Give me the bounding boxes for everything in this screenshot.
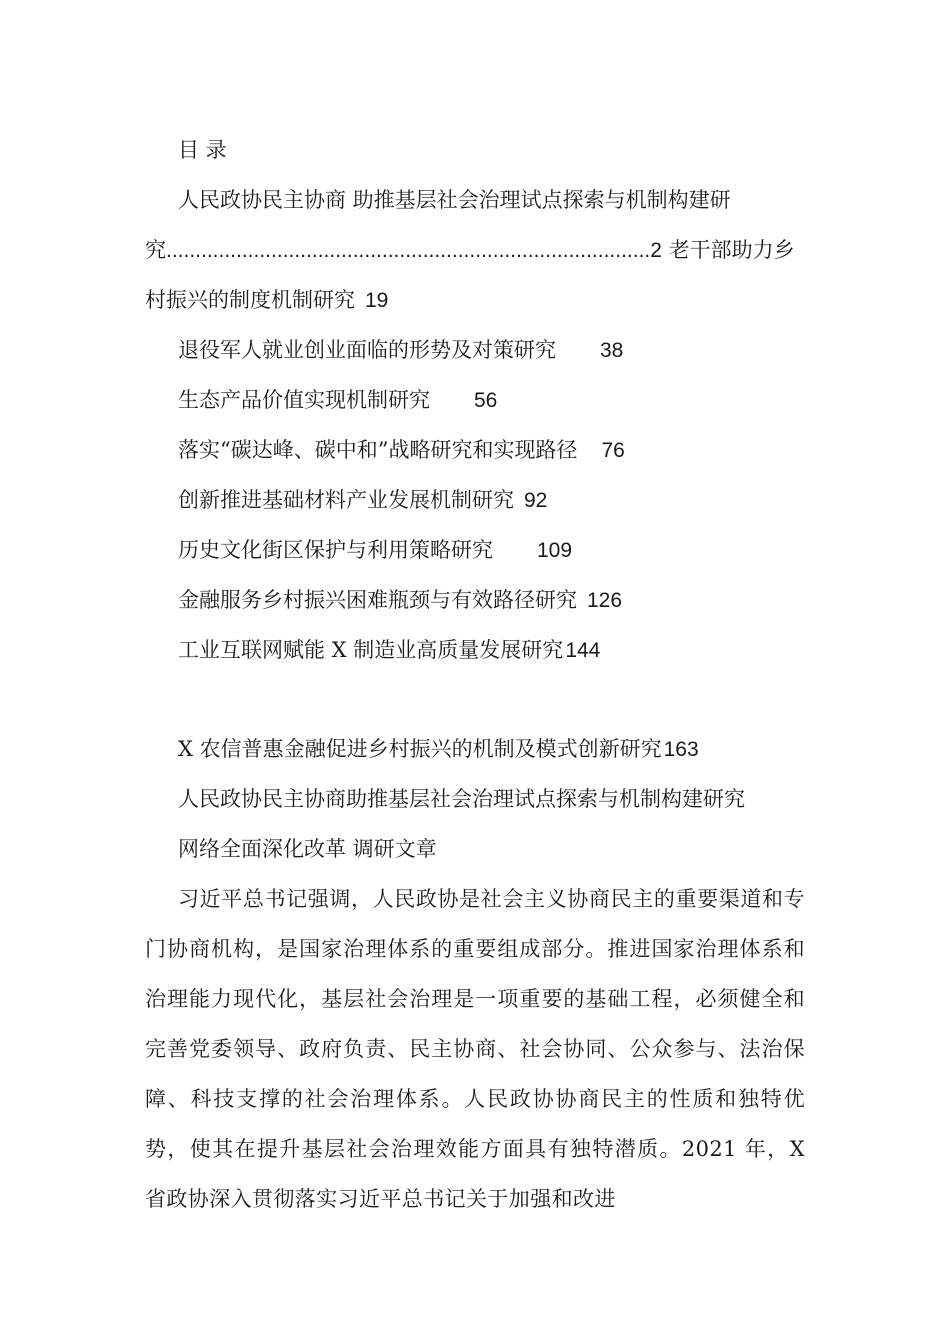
toc-item [178, 585, 622, 616]
toc-item-text: 退役军人就业创业面临的形势及对策研究 [178, 338, 556, 362]
toc-item [178, 734, 699, 765]
toc-item [178, 435, 625, 466]
toc-item [178, 485, 547, 516]
toc-item-text: 生态产品价值实现机制研究 [178, 388, 430, 412]
toc-entry-1-line-2 [145, 235, 795, 266]
article-subtitle: 网络全面深化改革 调研文章 [178, 837, 437, 861]
toc-entry-1-tail: 究 [145, 238, 166, 262]
toc-item [178, 635, 600, 666]
toc-item [178, 385, 497, 416]
toc-entry-2-head: 老干部助力乡 [668, 238, 795, 262]
toc-item-page: 92 [524, 489, 548, 512]
toc-item-page: 38 [600, 339, 624, 362]
article-title: 人民政协民主协商助推基层社会治理试点探索与机制构建研究 [178, 787, 745, 811]
toc-item-page: 163 [663, 738, 699, 761]
toc-item-text: 工业互联网赋能 X 制造业高质量发展研究 [178, 638, 564, 662]
toc-item [178, 535, 572, 566]
article-body: 习近平总书记强调，人民政协是社会主义协商民主的重要渠道和专门协商机构，是国家治理体系的重要组成部分。推进国家治理体系和治理能力现代化，基层社会治理是一项重要的基础工程，必须健全和完善党委领导、政府负责、民主协商、社会协同、公众参与、法治保障、科技支撑的社会治理体系。人民政协协商民主的性质和独特优势，使其在提升基层社会治理效能方面具有独特潜质。2021 年，X 省政协深入贯彻落实习近平总书记关于加强和改进 [145, 887, 805, 1211]
toc-item-page: 144 [565, 639, 601, 662]
toc-item-page: 56 [474, 389, 498, 412]
toc-entry-2-line-2 [145, 285, 388, 316]
toc-item-page: 126 [587, 589, 623, 612]
toc-item-page: 109 [537, 539, 573, 562]
toc-item-page: 76 [601, 439, 625, 462]
toc-entry-2-tail: 村振兴的制度机制研究 [145, 288, 355, 312]
toc-item-text: 历史文化街区保护与利用策略研究 [178, 538, 493, 562]
toc-title: 目 录 [178, 138, 227, 162]
toc-item [178, 335, 623, 366]
toc-entry-1-line-1: 人民政协民主协商 助推基层社会治理试点探索与机制构建研 [178, 188, 731, 212]
toc-entry-1-page: 2 [650, 239, 662, 262]
toc-item-text: X 农信普惠金融促进乡村振兴的机制及模式创新研究 [178, 737, 662, 761]
toc-item-text: 落实“碳达峰、碳中和”战略研究和实现路径 [178, 438, 578, 462]
toc-item-text: 金融服务乡村振兴困难瓶颈与有效路径研究 [178, 588, 577, 612]
toc-leader-dots: ................................................................................... [166, 239, 651, 262]
toc-item-text: 创新推进基础材料产业发展机制研究 [178, 488, 514, 512]
toc-entry-2-page: 19 [365, 289, 389, 312]
